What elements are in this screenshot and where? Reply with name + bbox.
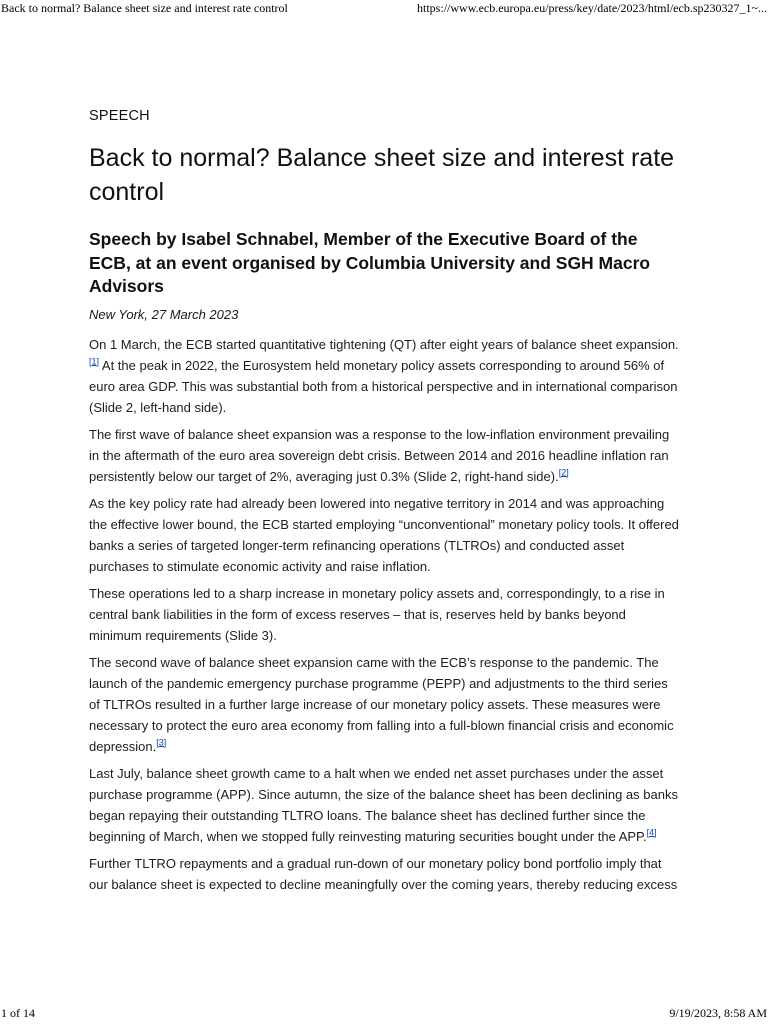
paragraph-text: The second wave of balance sheet expansion came with the ECB’s response to the pandemic. The launch of the pandemic emergency purchase programme (PEPP) and adjustments to the third series of TLTROs resulted in a further large increase of our monetary policy assets. These measures were necessary to protect the euro area economy from falling into a full-blown financial crisis and economic depression. xyxy=(89,654,674,754)
paragraph-text: As the key policy rate had already been lowered into negative territory in 2014 and was approaching the effective lower bound, the ECB started employing “unconventional” monetary policy tools. It offered banks a series of targeted longer-term refinancing operations (TLTROs) and conducted asset purchases to stimulate economic activity and raise inflation. xyxy=(89,495,679,574)
article-title: Back to normal? Balance sheet size and interest rate control xyxy=(89,144,675,206)
footnote-link[interactable]: [4] xyxy=(646,827,657,838)
paragraph-text: The first wave of balance sheet expansion was a response to the low-inflation environment prevailing in the aftermath of the euro area sovereign debt crisis. Between 2014 and 2016 headline inflation ran persistently below our target of 2%, averaging just 0.3% (Slide 2, right-hand side). xyxy=(89,426,670,484)
paragraph xyxy=(89,583,681,646)
footnote-link[interactable]: [1] xyxy=(89,356,100,367)
footnote-link[interactable]: [2] xyxy=(558,467,569,478)
print-footer-timestamp: 9/19/2023, 8:58 AM xyxy=(669,1006,767,1020)
paragraph xyxy=(89,424,681,487)
article-content xyxy=(89,108,681,901)
paragraph-text: Last July, balance sheet growth came to a halt when we ended net asset purchases under the asset purchase programme (APP). Since autumn, the size of the balance sheet has been declining as banks began repaying their outstanding TLTRO loans. The balance sheet has declined further since the beginning of March, when we stopped fully reinvesting maturing securities bought under the APP. xyxy=(89,765,678,844)
paragraph-text: At the peak in 2022, the Eurosystem held monetary policy assets corresponding to around 56% of euro area GDP. This was substantial both from a historical perspective and in international comparison (Slide 2, left-hand side). xyxy=(89,357,678,415)
article-kicker: SPEECH xyxy=(89,108,150,124)
paragraph-text: Further TLTRO repayments and a gradual run-down of our monetary policy bond portfolio imply that our balance sheet is expected to decline meaningfully over the coming years, thereby reducing excess xyxy=(89,855,678,892)
footnote-link[interactable]: [3] xyxy=(156,737,167,748)
paragraph-text: These operations led to a sharp increase in monetary policy assets and, correspondingly, to a rise in central bank liabilities in the form of excess reserves – that is, reserves held by banks beyond minimum requirements (Slide 3). xyxy=(89,585,665,643)
paragraph xyxy=(89,853,681,895)
print-header-page-title: Back to normal? Balance sheet size and interest rate control xyxy=(1,1,288,15)
print-footer xyxy=(0,1006,768,1024)
print-footer-page-number: 1 of 14 xyxy=(1,1006,35,1020)
article-dateline: New York, 27 March 2023 xyxy=(89,306,239,322)
paragraph-text: On 1 March, the ECB started quantitative tightening (QT) after eight years of balance sheet expansion. xyxy=(89,336,679,352)
print-header xyxy=(0,0,768,18)
paragraph xyxy=(89,763,681,847)
paragraph xyxy=(89,334,681,418)
paragraph xyxy=(89,493,681,577)
print-header-url: https://www.ecb.europa.eu/press/key/date/2023/html/ecb.sp230327_1~... xyxy=(417,1,767,15)
article-subtitle: Speech by Isabel Schnabel, Member of the Executive Board of the ECB, at an event organised by Columbia University and SGH Macro Advisors xyxy=(89,229,651,296)
paragraph xyxy=(89,652,681,757)
